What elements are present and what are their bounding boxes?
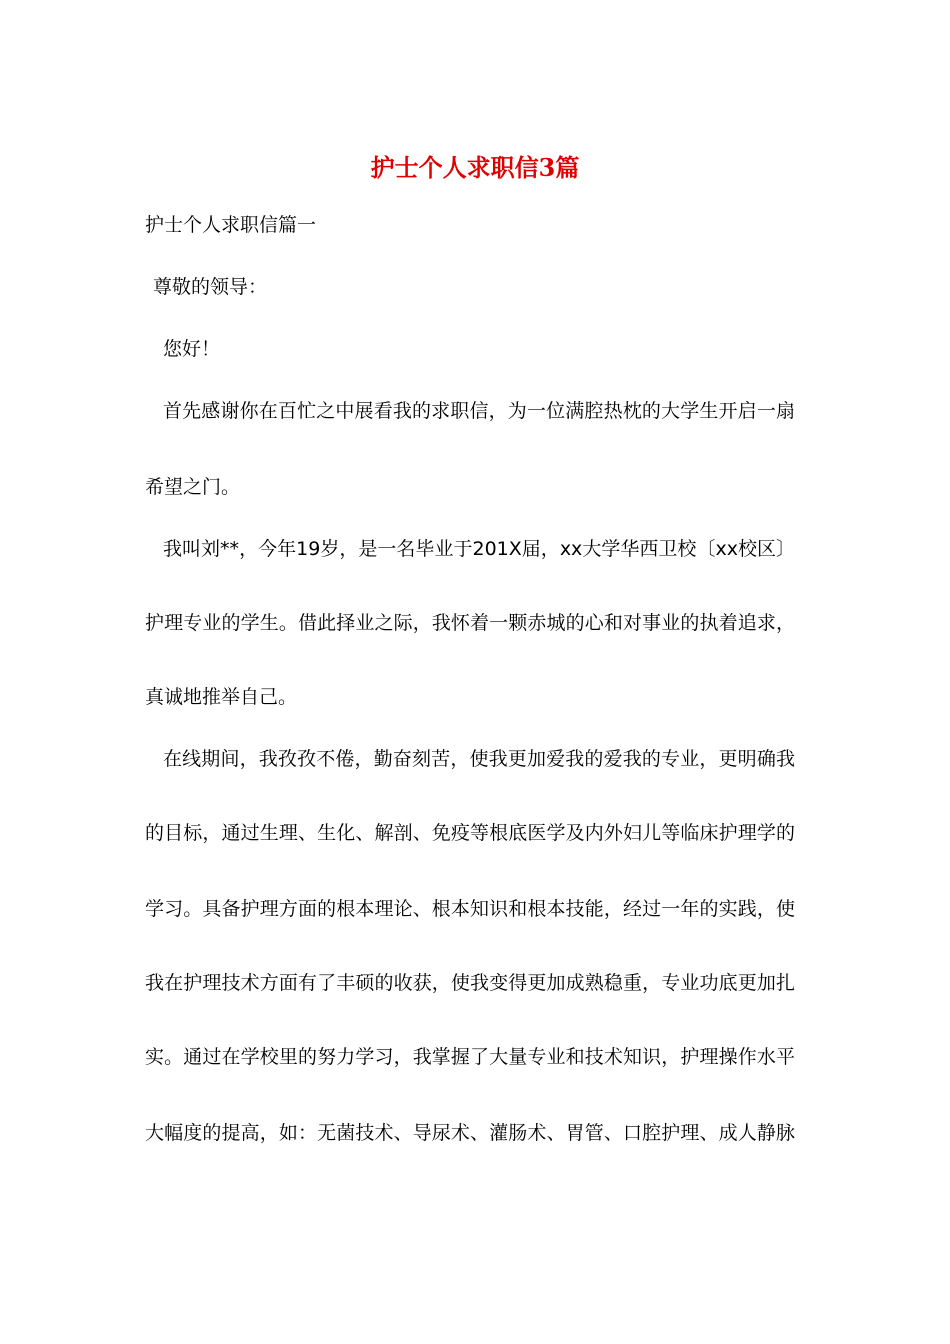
- paragraph-line-8: 学习。具备护理方面的根本理论、根本知识和根本技能，经过一年的实践，使: [145, 898, 795, 920]
- paragraph-line-2: 希望之门。: [145, 476, 241, 498]
- paragraph-line-1: 首先感谢你在百忙之中展看我的求职信，为一位满腔热枕的大学生开启一扇: [163, 400, 795, 422]
- salutation: 尊敬的领导：: [153, 276, 268, 298]
- paragraph-line-7: 的目标，通过生理、生化、解剖、免疫等根底医学及内外妇儿等临床护理学的: [145, 822, 795, 844]
- paragraph-line-4: 护理专业的学生。借此择业之际，我怀着一颗赤城的心和对事业的执着追求，: [145, 612, 795, 634]
- paragraph-line-9: 我在护理技术方面有了丰硕的收获，使我变得更加成熟稳重，专业功底更加扎: [145, 972, 795, 994]
- paragraph-line-6: 在线期间，我孜孜不倦，勤奋刻苦，使我更加爱我的爱我的专业，更明确我: [163, 748, 795, 770]
- greeting: 您好！: [163, 338, 221, 360]
- paragraph-line-10: 实。通过在学校里的努力学习，我掌握了大量专业和技术知识，护理操作水平: [145, 1046, 795, 1068]
- section-heading: 护士个人求职信篇一: [145, 214, 317, 236]
- document-title: 护士个人求职信3篇: [370, 153, 580, 182]
- paragraph-line-5: 真诚地推举自己。: [145, 686, 298, 708]
- paragraph-line-3: 我叫刘**，今年19岁，是一名毕业于201X届，xx大学华西卫校〔xx校区〕: [163, 538, 795, 560]
- paragraph-line-11: 大幅度的提高，如：无菌技术、导尿术、灌肠术、胃管、口腔护理、成人静脉: [145, 1122, 795, 1144]
